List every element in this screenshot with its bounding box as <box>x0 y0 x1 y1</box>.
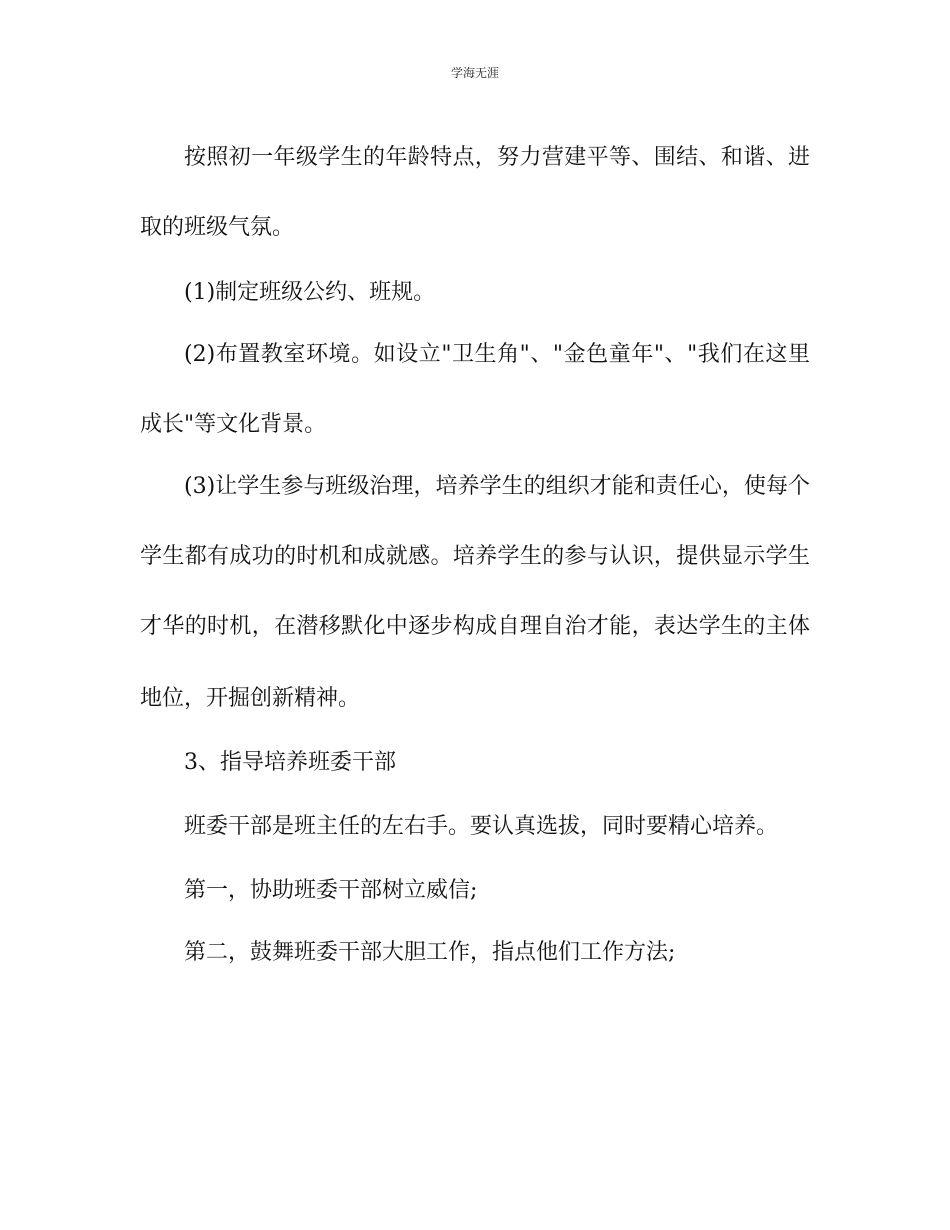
paragraph-line: 地位，开掘创新精神。 <box>140 686 361 711</box>
paragraph-line: 按照初一年级学生的年龄特点，努力营建平等、围结、和谐、进 <box>184 145 810 170</box>
paragraph-line: 学生都有成功的时机和成就感。培养学生的参与认识，提供显示学生 <box>140 544 810 569</box>
paragraph-line: 第一，协助班委干部树立威信; <box>184 878 478 903</box>
paragraph-line: 班委干部是班主任的左右手。要认真选拔，同时要精心培养。 <box>184 814 779 839</box>
paragraph-line: (3)让学生参与班级治理，培养学生的组织才能和责任心，使每个 <box>184 474 810 499</box>
paragraph-line: 取的班级气氛。 <box>140 215 295 240</box>
paragraph-line: 才华的时机，在潜移默化中逐步构成自理自治才能，表达学生的主体 <box>140 614 810 639</box>
paragraph-line: (2)布置教室环境。如设立"卫生角"、"金色童年"、"我们在这里 <box>184 342 810 367</box>
paragraph-line: (1)制定班级公约、班规。 <box>184 280 436 305</box>
page-header: 学海无涯 <box>450 66 499 80</box>
paragraph-line: 第二，鼓舞班委干部大胆工作，指点他们工作方法; <box>184 940 676 965</box>
section-heading: 3、指导培养班委干部 <box>184 750 396 775</box>
paragraph-line: 成长"等文化背景。 <box>140 412 327 437</box>
